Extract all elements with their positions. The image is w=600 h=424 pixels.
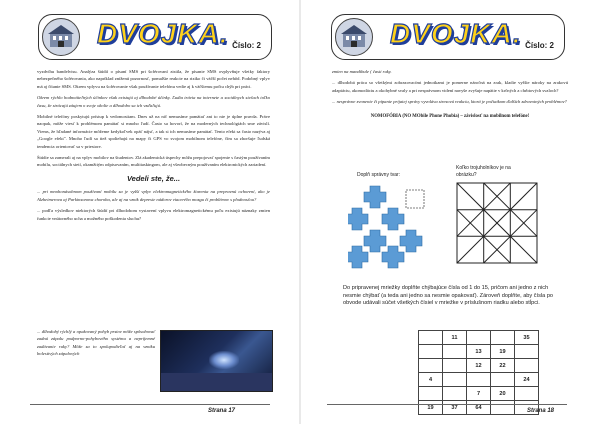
school-emblem-icon	[42, 18, 80, 56]
grid-cell[interactable]: 12	[467, 359, 491, 373]
paragraph: ... nesprávne zvonenie či pípanie prijatej správy vyvoláva stresovú reakciu, ktorá je počiatkom ďalších zdravotných problémov?	[332, 99, 567, 105]
right-header	[331, 14, 565, 60]
issue-number: Číslo: 2	[232, 41, 261, 50]
left-page	[0, 0, 299, 424]
left-header	[38, 14, 272, 60]
phone-in-bed-photo	[160, 330, 273, 392]
right-page	[301, 0, 600, 424]
puzzle-prompt-triangles: Koľko trojuholníkov je na obrázku?	[456, 165, 511, 178]
grid-cell[interactable]: 19	[419, 401, 443, 415]
grid-cell[interactable]	[491, 401, 515, 415]
paragraph: ... dlhodobá práca so všetkými zobrazovacími jednotkami je pomerne náročná na zrak, kladie vyššie nároky na zrakovú adaptáciu, akomodáciu a okohybné svaly a pri nesprávnom videní navyše zvyšuje napätie v krčných a chrbtových svaloch?	[332, 80, 568, 93]
issue-number: Číslo: 2	[525, 41, 554, 50]
grid-cell[interactable]	[419, 387, 443, 401]
grid-cell[interactable]: 7	[467, 387, 491, 401]
number-grid	[418, 330, 539, 415]
school-emblem-icon	[335, 18, 373, 56]
grid-cell[interactable]: 4	[419, 373, 443, 387]
page-number: Strana 18	[527, 408, 555, 414]
grid-cell[interactable]	[419, 359, 443, 373]
grid-cell[interactable]	[419, 331, 443, 345]
footer-line	[30, 404, 270, 405]
grid-cell[interactable]	[467, 331, 491, 345]
grid-cell[interactable]: 64	[467, 401, 491, 415]
grid-cell[interactable]: 22	[491, 359, 515, 373]
paragraph: vyzdvíhu bandelvisu. Analýza štúdií o písaní SMS pri šoférovaní zistila, že písanie SMS ovplyvňuje všetky faktory nebezpečného šoférovania, ako napríklad zníženú pozornosť, pomalšie reakcie na riziko či väčší počet nehôd. Podobný vplyv má aj čítanie SMS. Okrem vplyvu na šoférovanie však používanie telefónu vedie aj k väčšiemu počtu chýb pri práci.	[37, 69, 270, 89]
grid-cell[interactable]	[491, 373, 515, 387]
grid-cell[interactable]	[467, 373, 491, 387]
grid-cell[interactable]	[515, 387, 539, 401]
paragraph: Mobilné telefóny poskytujú prístup k vedomostiam. Dnes už na nič nemusíme pamätať ani to nie je úplne pravda. Práve naopak, môže viesť k problémom pamätať si mnoho ľudí. Často sa hovorí, že na moderných technológiách sme závislí. Viems, že hľadané informácie môžeme kedykoľvek opäť nájsť, a tak si ich nemusíme pamätať. Tento efekt sa často nazýva aj „Google efekt". Mnoho ľudí sa tiež spoliehajú na mapy či GPS vo svojom mobilnom telefóne, čím sa zhoršuje ľudská tendencia orientovať sa v priestore.	[37, 114, 270, 149]
grid-cell[interactable]	[491, 331, 515, 345]
grid-cell[interactable]	[515, 359, 539, 373]
grid-cell[interactable]	[443, 387, 467, 401]
grid-cell[interactable]	[443, 345, 467, 359]
section-heading: NOMOFÓBIA (NO MObile Phone Phobia) – závislosť na mobilnom telefóne!	[370, 113, 530, 119]
grid-cell[interactable]	[515, 345, 539, 359]
fact-item: ... pri mnohonásobnom používaní mobilu sa je vyšší vplyv elektromagnetického žiarenia na prepravnú ochorení, ako je Alzheimerova aj Parkinsonova choroba, ale aj na vznik depresie nádorov viacerého mozgu či problémov s plodnosťou?	[37, 189, 270, 202]
left-article	[37, 68, 270, 226]
grid-cell[interactable]: 37	[443, 401, 467, 415]
number-grid-task: Do pripravenej mriežky doplňte chýbajúce čísla od 1 do 15, pričom ani jedno z nich nesmie chýbať (a teda ani jedno sa nesmie opakovať). Zároveň doplňte, aby čísla po obvode udávali súčet všetkých čísiel v mriežke v príslušnom riadku alebo stĺpci.	[343, 285, 554, 307]
grid-cell[interactable]	[443, 373, 467, 387]
fact-item: ... dlhodobý rýchlý a opakovaný pohyb prstov môže spôsobovať zadnú zápalu podporno-pohybového systému a nepríjemné zadávanie ruky? Môže sa to spolupodieľať aj na vzniku bolestivých zápalových	[37, 329, 155, 357]
puzzle-prompt-shapes: Doplň správny tvar:	[357, 172, 401, 178]
grid-cell[interactable]: 35	[515, 331, 539, 345]
phone-glow	[209, 351, 239, 369]
grid-cell[interactable]: 24	[515, 373, 539, 387]
fact-item: ... podľa výsledkov niektorých štúdií pri dlhodobom vystavení vplyvu elektromagnetickému poľu existujú náznaky zmien funkcie vnútorného ucha a možného poškodenia sluchu?	[37, 208, 270, 221]
grid-cell[interactable]: 19	[491, 345, 515, 359]
paragraph: Okrem rýchlo hodnotiteľných účinkov však existujú aj dlhodobé účinky. Ľudia trávia na internete a sociálnych sieťach toľko času, že strácajú záujem o svoje okolie a dlhodobo sa ich vzďaľujú.	[37, 95, 270, 108]
blanket	[161, 373, 272, 391]
right-article	[332, 68, 568, 120]
paragraph: Štúdie sa zamerali aj na vplyv mobilov na študentov. Zlá akademická úspechy môžu prepojovať spojenie s častým používaním mobilu, sociálnych sietí, okamžitým odpisovaním, multitaskingom, ale aj všeobecným používaním elektronických zariadení.	[37, 155, 270, 168]
shape-puzzle-figure	[348, 184, 434, 270]
page-number: Strana 17	[208, 408, 236, 414]
grid-cell[interactable]: 11	[443, 331, 467, 345]
grid-cell[interactable]: 20	[491, 387, 515, 401]
triangle-puzzle-figure	[456, 182, 538, 264]
magazine-logo: DVOJKA.	[390, 18, 522, 49]
footer-line	[327, 404, 567, 405]
grid-cell[interactable]	[443, 359, 467, 373]
grid-cell[interactable]: 13	[467, 345, 491, 359]
grid-cell[interactable]	[419, 345, 443, 359]
magazine-logo: DVOJKA.	[97, 18, 229, 49]
paragraph: zmien na mandibule ( časti ruky.	[332, 69, 392, 74]
section-heading: Vedeli ste, že...	[126, 173, 181, 183]
